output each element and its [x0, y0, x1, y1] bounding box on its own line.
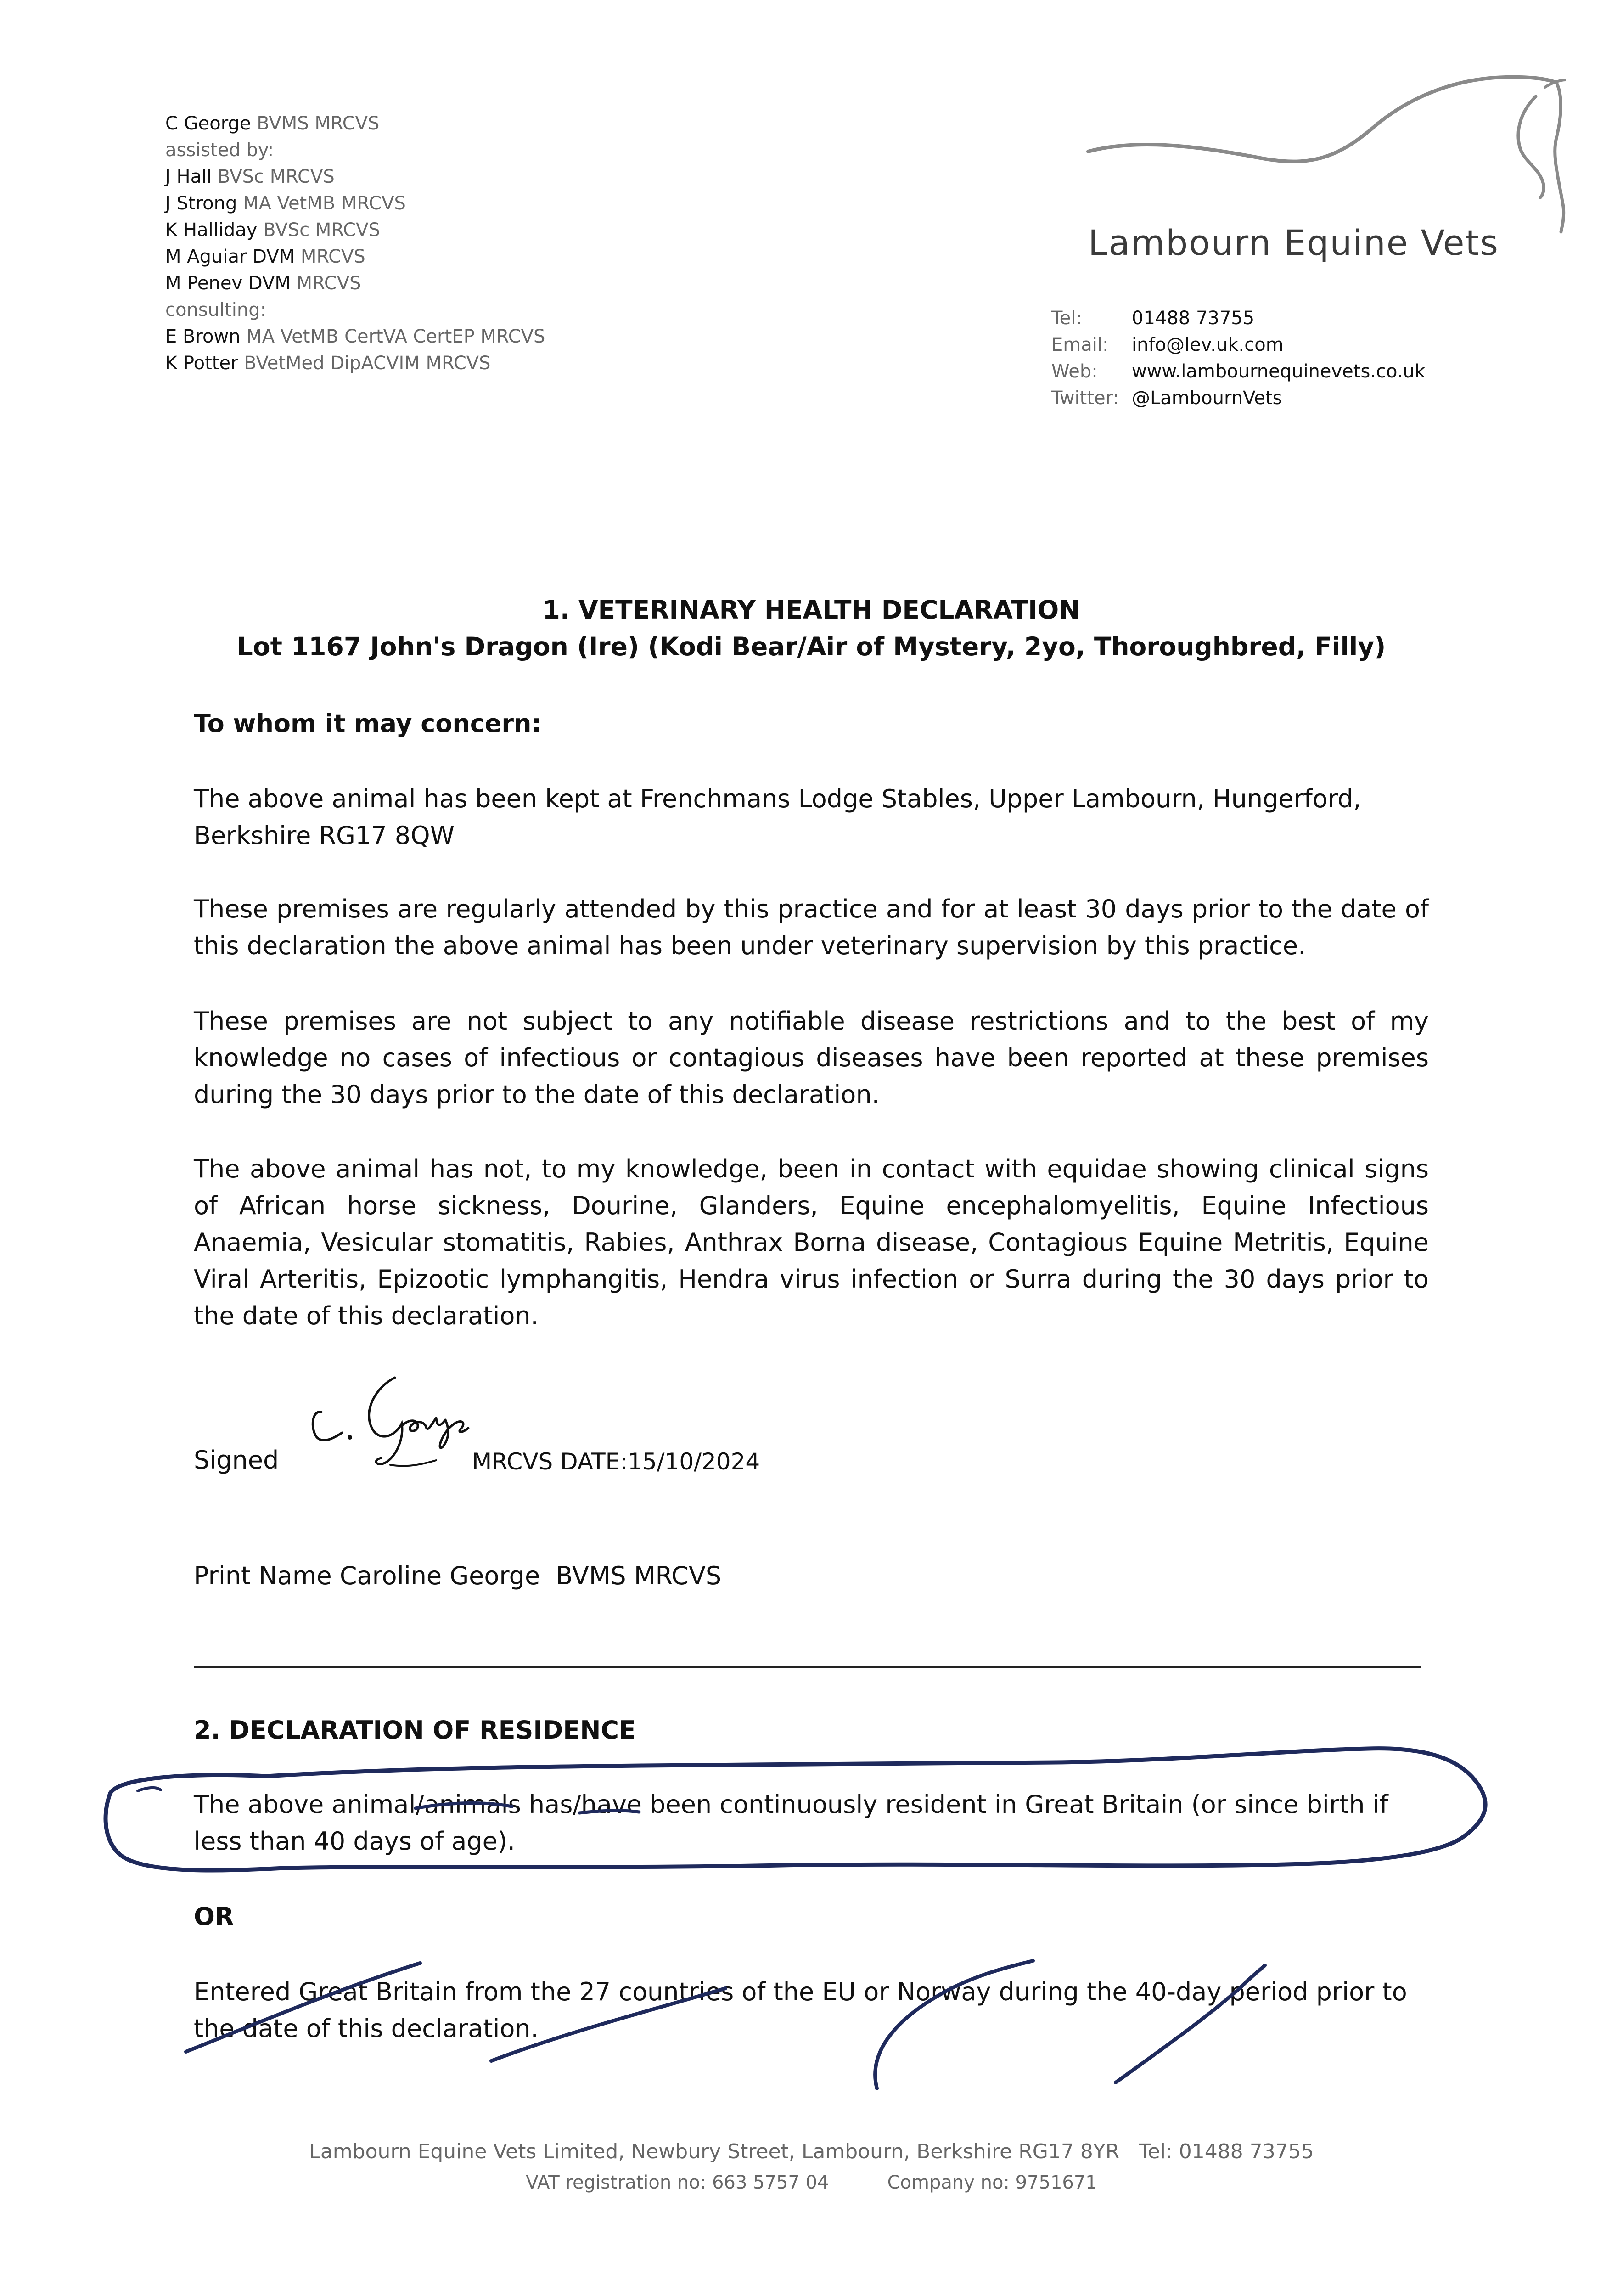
staff-qualification: MRCVS: [296, 273, 361, 294]
staff-row: [165, 190, 545, 217]
mrcvs-date: MRCVS DATE:15/10/2024: [472, 1448, 760, 1475]
paragraph-contact-diseases: The above animal has not, to my knowledge, been in contact with equidae showing clinical signs of African horse sickness, Dourine, Glanders, Equine encephalomyelitis, Equine Infectious Anaemia, Vesicular stomatitis, Rabies, Anthrax Borna disease, Contagious Equine Metritis, Equine Viral Arteritis, Epizootic lymphangitis, Hendra virus infection or Surra during the 30 days prior to the date of this declaration.: [194, 1154, 1429, 1330]
footer-registration: VAT registration no: 663 5757 04 Company no: 9751671: [526, 2172, 1097, 2193]
struck-word-have: have: [581, 1790, 642, 1819]
staff-name: K Potter: [165, 353, 238, 374]
print-name: Print Name Caroline George BVMS MRCVS: [194, 1561, 722, 1590]
salutation: To whom it may concern:: [194, 709, 542, 738]
twitter-value[interactable]: @LambournVets: [1132, 388, 1282, 409]
struck-word-animals: animals: [424, 1790, 521, 1819]
staff-name: M Penev DVM: [165, 273, 291, 294]
staff-qualification: MA VetMB CertVA CertEP MRCVS: [246, 326, 545, 347]
email-value[interactable]: info@lev.uk.com: [1132, 334, 1284, 355]
residence-text: been continuously resident in Great Britain (or since birth if less than 40 days of age).: [194, 1790, 1388, 1856]
horse-logo-icon: [1084, 69, 1566, 243]
staff-name: E Brown: [165, 326, 241, 347]
tel-label: Tel:: [1051, 308, 1082, 329]
residence-text: has/: [521, 1790, 581, 1819]
staff-row: [165, 270, 545, 297]
paragraph-entered-gb: Entered Great Britain from the 27 countries of the EU or Norway during the 40-day period prior to the date of this declaration.: [194, 1977, 1407, 2043]
staff-row: [165, 243, 545, 270]
staff-qualification: MA VetMB MRCVS: [243, 193, 406, 214]
section-divider: [194, 1666, 1421, 1668]
staff-name: M Aguiar DVM: [165, 246, 295, 267]
residence-text: The above animal/: [194, 1790, 424, 1819]
section1-title: 1. VETERINARY HEALTH DECLARATION: [542, 595, 1080, 625]
paragraph-supervision: These premises are regularly attended by this practice and for at least 30 days prior to the date of this declaration the above animal has been under veterinary supervision by this practice.: [194, 895, 1429, 960]
section1-subtitle: Lot 1167 John's Dragon (Ire) (Kodi Bear/Air of Mystery, 2yo, Thoroughbred, Filly): [236, 632, 1386, 661]
staff-row: [165, 350, 545, 377]
staff-name: C George: [165, 113, 251, 134]
twitter-label: Twitter:: [1051, 388, 1119, 409]
tel-value: 01488 73755: [1132, 308, 1255, 329]
staff-list: [165, 110, 545, 377]
email-label: Email:: [1051, 334, 1109, 355]
staff-qualification: BVSc MRCVS: [218, 166, 335, 187]
staff-heading-consulting: consulting:: [165, 299, 267, 321]
staff-row: [165, 163, 545, 190]
or-label: OR: [194, 1902, 234, 1931]
brand-name: Lambourn Equine Vets: [1088, 222, 1499, 263]
contact-block: [1051, 305, 1425, 411]
staff-row: [165, 217, 545, 243]
staff-name: K Halliday: [165, 219, 258, 241]
section2-title: 2. DECLARATION OF RESIDENCE: [194, 1716, 636, 1745]
staff-heading-assisted: assisted by:: [165, 140, 274, 161]
staff-qualification: BVSc MRCVS: [263, 219, 380, 241]
paragraph-residence: [194, 1786, 1429, 1860]
staff-qualification: MRCVS: [300, 246, 365, 267]
signature-image: [303, 1368, 477, 1488]
web-value[interactable]: www.lambournequinevets.co.uk: [1132, 361, 1426, 382]
footer-address: Lambourn Equine Vets Limited, Newbury Street, Lambourn, Berkshire RG17 8YR Tel: 01488 73755: [309, 2140, 1314, 2163]
staff-qualification: BVetMed DipACVIM MRCVS: [244, 353, 491, 374]
staff-name: J Hall: [165, 166, 212, 187]
staff-name: J Strong: [165, 193, 237, 214]
staff-row: [165, 110, 545, 137]
web-label: Web:: [1051, 361, 1098, 382]
paragraph-premises: The above animal has been kept at Frenchmans Lodge Stables, Upper Lambourn, Hungerford, Berkshire RG17 8QW: [194, 784, 1361, 850]
staff-qualification: BVMS MRCVS: [257, 113, 380, 134]
signed-label: Signed: [194, 1446, 279, 1474]
staff-row: [165, 323, 545, 350]
paragraph-restrictions: These premises are not subject to any notifiable disease restrictions and to the best of my knowledge no cases of infectious or contagious diseases have been reported at these premises during the 30 days prior to the date of this declaration.: [194, 1007, 1429, 1109]
